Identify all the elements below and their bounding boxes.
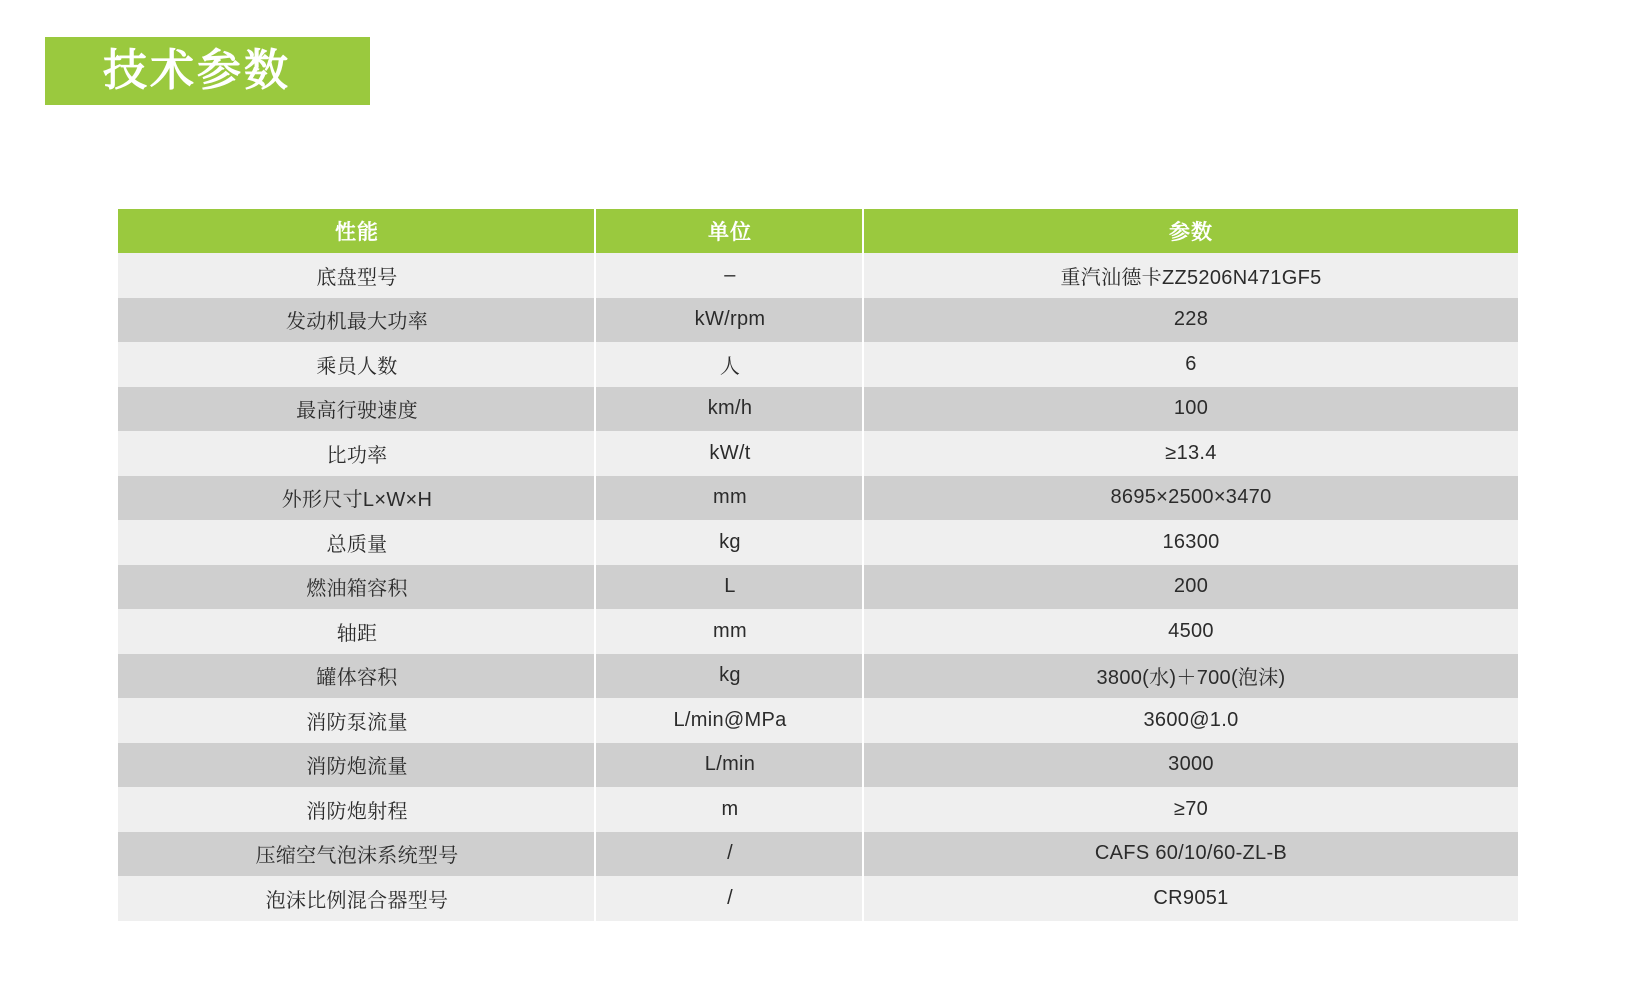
cell-unit: mm	[596, 609, 864, 654]
cell-performance: 燃油箱容积	[118, 565, 596, 610]
cell-unit: kg	[596, 654, 864, 699]
table-row	[118, 253, 1518, 298]
column-header-parameter: 参数	[864, 209, 1518, 253]
cell-performance: 总质量	[118, 520, 596, 565]
cell-performance: 最高行驶速度	[118, 387, 596, 432]
cell-unit: L	[596, 565, 864, 610]
cell-parameter: 3000	[864, 743, 1518, 788]
table-row	[118, 298, 1518, 343]
cell-parameter: 3600@1.0	[864, 698, 1518, 743]
cell-unit: kW/t	[596, 431, 864, 476]
cell-performance: 外形尺寸L×W×H	[118, 476, 596, 521]
cell-parameter: ≥13.4	[864, 431, 1518, 476]
table-row	[118, 342, 1518, 387]
cell-parameter: CR9051	[864, 876, 1518, 921]
cell-unit: L/min@MPa	[596, 698, 864, 743]
table-row	[118, 832, 1518, 877]
cell-performance: 压缩空气泡沫系统型号	[118, 832, 596, 877]
table-row	[118, 609, 1518, 654]
cell-parameter: 4500	[864, 609, 1518, 654]
table-row	[118, 654, 1518, 699]
cell-parameter: 6	[864, 342, 1518, 387]
table-row	[118, 476, 1518, 521]
table-header-row	[118, 209, 1518, 253]
table-header	[118, 209, 1518, 253]
cell-unit: 人	[596, 342, 864, 387]
column-header-unit: 单位	[596, 209, 864, 253]
cell-performance: 泡沫比例混合器型号	[118, 876, 596, 921]
cell-parameter: 228	[864, 298, 1518, 343]
cell-performance: 罐体容积	[118, 654, 596, 699]
cell-unit: /	[596, 876, 864, 921]
cell-unit: L/min	[596, 743, 864, 788]
cell-performance: 消防炮流量	[118, 743, 596, 788]
cell-unit: mm	[596, 476, 864, 521]
cell-parameter: 16300	[864, 520, 1518, 565]
cell-unit: /	[596, 832, 864, 877]
cell-unit: kg	[596, 520, 864, 565]
table-row	[118, 565, 1518, 610]
cell-parameter: CAFS 60/10/60-ZL-B	[864, 832, 1518, 877]
cell-performance: 比功率	[118, 431, 596, 476]
cell-performance: 消防炮射程	[118, 787, 596, 832]
table-row	[118, 520, 1518, 565]
cell-performance: 底盘型号	[118, 253, 596, 298]
cell-parameter: 200	[864, 565, 1518, 610]
cell-unit: –	[596, 253, 864, 298]
table-row	[118, 387, 1518, 432]
cell-parameter: 重汽汕德卡ZZ5206N471GF5	[864, 253, 1518, 298]
cell-parameter: 3800(水)＋700(泡沫)	[864, 654, 1518, 699]
cell-parameter: 8695×2500×3470	[864, 476, 1518, 521]
page-title: 技术参数	[103, 46, 291, 95]
table-row	[118, 743, 1518, 788]
page-title-banner	[45, 37, 370, 105]
table-row	[118, 876, 1518, 921]
column-header-performance: 性能	[118, 209, 596, 253]
cell-parameter: ≥70	[864, 787, 1518, 832]
table-row	[118, 698, 1518, 743]
table-row	[118, 431, 1518, 476]
table-body	[118, 253, 1518, 921]
table-row	[118, 787, 1518, 832]
cell-performance: 轴距	[118, 609, 596, 654]
cell-performance: 乘员人数	[118, 342, 596, 387]
technical-parameters-table	[118, 209, 1518, 921]
cell-performance: 发动机最大功率	[118, 298, 596, 343]
cell-performance: 消防泵流量	[118, 698, 596, 743]
cell-unit: kW/rpm	[596, 298, 864, 343]
cell-parameter: 100	[864, 387, 1518, 432]
cell-unit: m	[596, 787, 864, 832]
cell-unit: km/h	[596, 387, 864, 432]
